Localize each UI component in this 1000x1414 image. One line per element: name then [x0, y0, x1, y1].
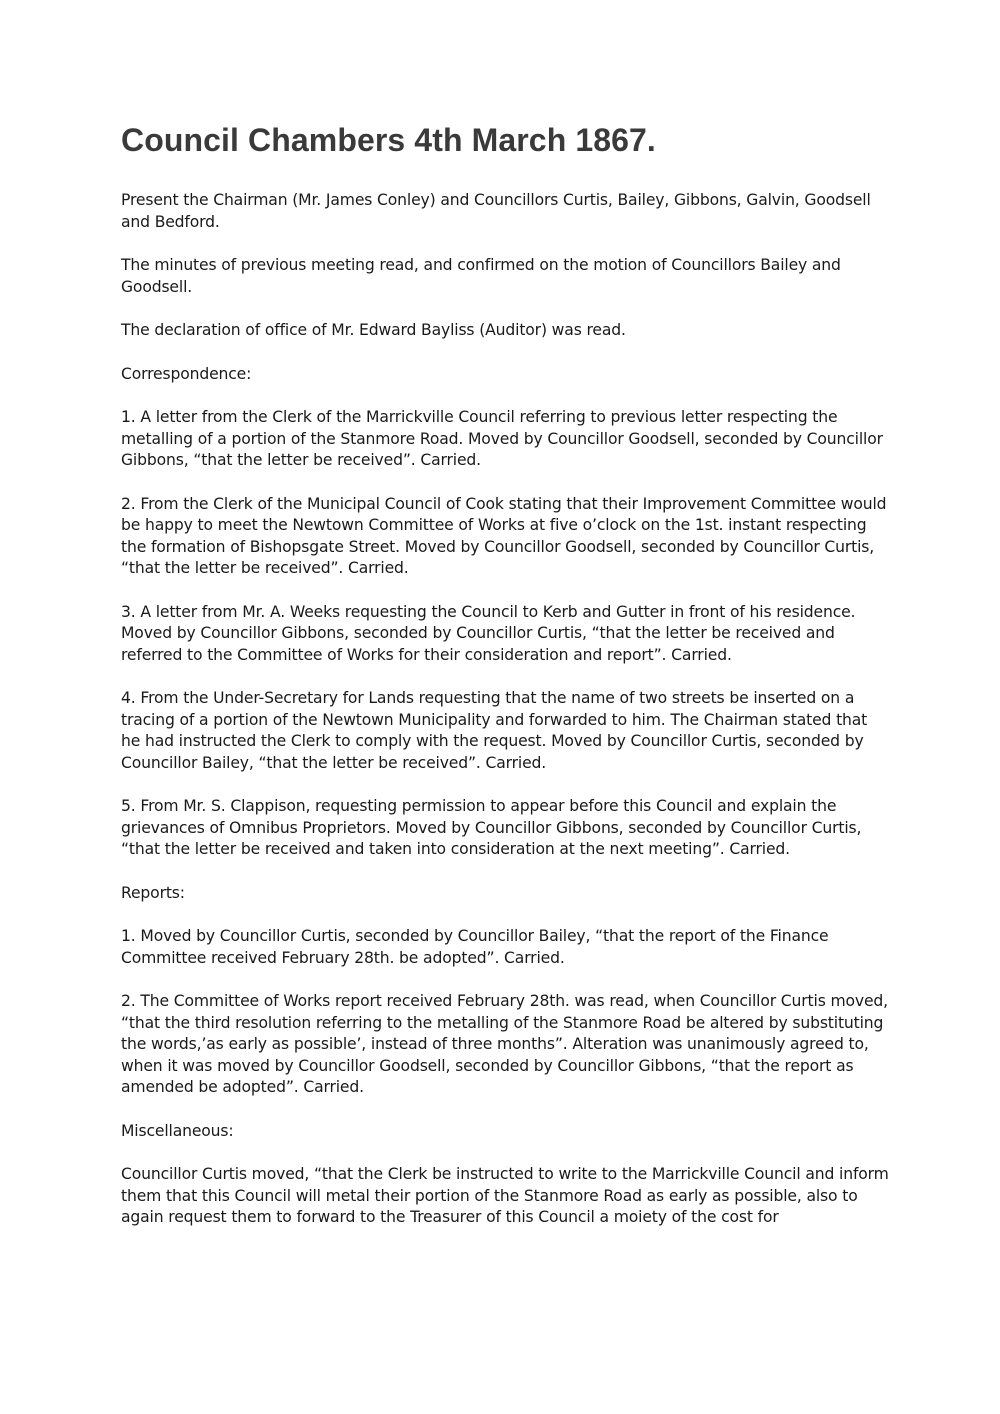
miscellaneous-motion: Councillor Curtis moved, “that the Clerk be instructed to write to the Marrickville Council and inform them that this Council will metal their portion of the Stanmore Road as early as possible, also to again request them to forward to the Treasurer of this Council a moiety of the cost for [121, 1165, 889, 1226]
declaration-paragraph: The declaration of office of Mr. Edward Bayliss (Auditor) was read. [121, 321, 626, 339]
section-heading-miscellaneous: Miscellaneous: [121, 1121, 234, 1140]
correspondence-item-4: 4. From the Under-Secretary for Lands requesting that the name of two streets be inserted on a tracing of a portion of the Newtown Municipality and forwarded to him. The Chairman stated that he had instructed the Clerk to comply with the request. Moved by Councillor Curtis, seconded by Councillor Bailey, “that the letter be received”. Carried. [121, 689, 868, 772]
correspondence-item-5: 5. From Mr. S. Clappison, requesting permission to appear before this Council and explain the grievances of Omnibus Proprietors. Moved by Councillor Gibbons, seconded by Councillor Curtis, “that the letter be received and taken into consideration at the next meeting”. Carried. [121, 797, 862, 858]
document-page [121, 118, 891, 1251]
minutes-paragraph: The minutes of previous meeting read, and confirmed on the motion of Councillors Bailey and Goodsell. [121, 256, 841, 296]
section-heading-reports: Reports: [121, 883, 185, 902]
report-item-2: 2. The Committee of Works report received February 28th. was read, when Councillor Curtis moved, “that the third resolution referring to the metalling of the Stanmore Road be altered by substituting the words,’as early as possible’, instead of three months”. Alteration was unanimously agreed to, when it was moved by Councillor Goodsell, seconded by Councillor Gibbons, “that the report as amended be adopted”. Carried. [121, 992, 888, 1096]
section-heading-correspondence: Correspondence: [121, 364, 252, 383]
attendance-paragraph: Present the Chairman (Mr. James Conley) and Councillors Curtis, Bailey, Gibbons, Galvin, Goodsell and Bedford. [121, 191, 871, 231]
correspondence-item-1: 1. A letter from the Clerk of the Marrickville Council referring to previous letter respecting the metalling of a portion of the Stanmore Road. Moved by Councillor Goodsell, seconded by Councillor Gibbons, “that the letter be received”. Carried. [121, 408, 883, 469]
report-item-1: 1. Moved by Councillor Curtis, seconded by Councillor Bailey, “that the report of the Finance Committee received February 28th. be adopted”. Carried. [121, 927, 829, 967]
correspondence-item-2: 2. From the Clerk of the Municipal Council of Cook stating that their Improvement Committee would be happy to meet the Newtown Committee of Works at five o’clock on the 1st. instant respecting the formation of Bishopsgate Street. Moved by Councillor Goodsell, seconded by Councillor Curtis, “that the letter be received”. Carried. [121, 494, 887, 577]
correspondence-item-3: 3. A letter from Mr. A. Weeks requesting the Council to Kerb and Gutter in front of his residence. Moved by Councillor Gibbons, seconded by Councillor Curtis, “that the letter be received and referred to the Committee of Works for their consideration and report”. Carried. [121, 602, 856, 664]
page-title: Council Chambers 4th March 1867. [121, 122, 656, 158]
